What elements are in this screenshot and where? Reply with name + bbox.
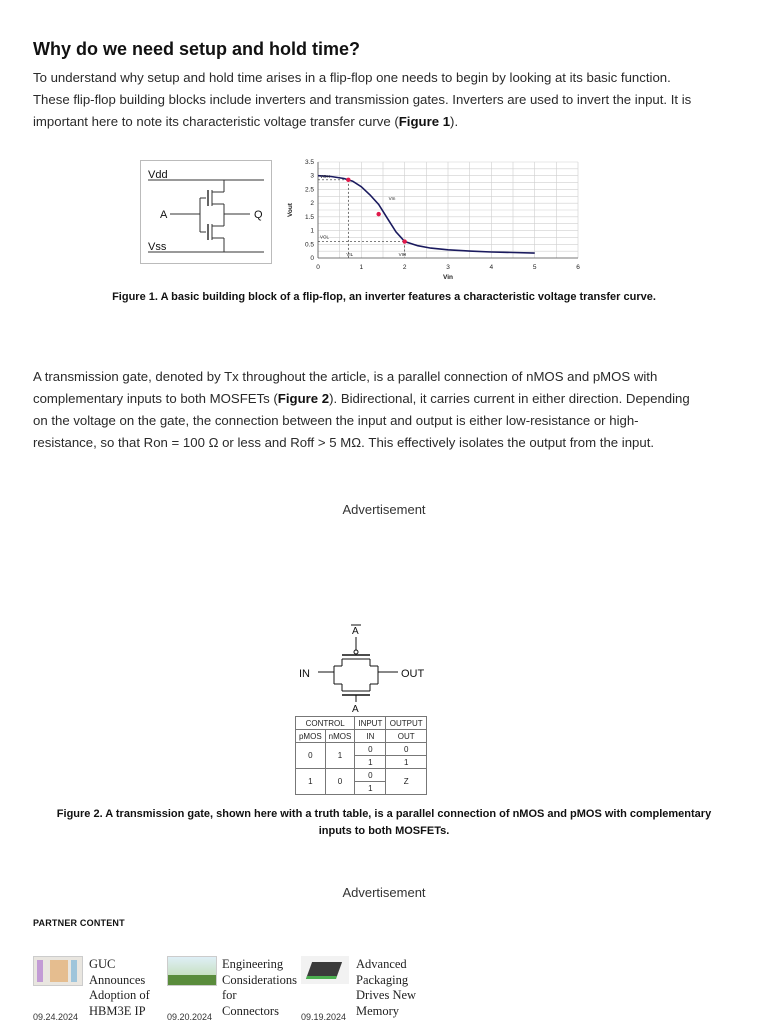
tt-cell: 0	[296, 743, 326, 769]
partner-card-3-date: 09.19.2024	[301, 1012, 347, 1022]
annotation-label: VIL	[346, 252, 354, 257]
y-tick-label: 2	[310, 200, 314, 208]
y-tick-label: 0.5	[304, 241, 314, 249]
tt-cell: 0	[325, 769, 355, 795]
partner-content-label: PARTNER CONTENT	[33, 918, 125, 928]
truth-table	[295, 716, 427, 795]
y-tick-label: 3	[310, 172, 314, 180]
y-tick-label: 1.5	[304, 213, 314, 221]
voltage-transfer-chart	[282, 158, 594, 286]
transmission-gate-schematic	[294, 622, 434, 714]
output-label: Q	[254, 209, 263, 221]
curve-point	[402, 239, 406, 243]
advertisement-label: Advertisement	[342, 502, 426, 517]
tt-header-input: INPUT	[355, 717, 386, 730]
tx-in-label: IN	[299, 668, 310, 680]
x-tick-label: 4	[489, 264, 494, 271]
annotation-label: Vm	[388, 196, 396, 202]
input-label: A	[160, 209, 168, 221]
tt-cell: 1	[386, 756, 427, 769]
partner-card-2-date: 09.20.2024	[167, 1012, 213, 1022]
intro-text-end: ).	[450, 114, 459, 129]
x-tick-label: 0	[316, 264, 320, 271]
inverter-schematic	[140, 160, 272, 264]
intro-text: To understand why setup and hold time arises in a flip-flop one needs to begin by looking at its basic function. These flip-flop building blocks include inverters and transmission gates. Inverters are used to invert the input. It is important here to note its characteristic voltage transfer curve (	[33, 70, 692, 129]
partner-card-2-thumbnail[interactable]	[167, 956, 217, 986]
y-tick-label: 3.5	[304, 159, 314, 166]
tx-out-label: OUT	[401, 668, 425, 680]
x-tick-label: 3	[446, 264, 450, 271]
x-tick-label: 5	[532, 264, 537, 271]
y-tick-label: 1	[310, 227, 314, 235]
vdd-label: Vdd	[148, 169, 168, 181]
ctrl-bottom-label: A	[352, 704, 359, 715]
x-tick-label: 2	[402, 264, 407, 271]
y-tick-label: 0	[310, 255, 314, 262]
tt-header-output: OUTPUT	[386, 717, 427, 730]
tt-cell: 0	[386, 743, 427, 756]
partner-card-3-title[interactable]: Advanced Packaging Drives New Memory	[356, 957, 417, 1018]
tt-header-control: CONTROL	[296, 717, 355, 730]
intro-paragraph	[33, 67, 697, 133]
partner-card-1-title[interactable]: GUC Announces Adoption of HBM3E IP	[89, 957, 150, 1018]
partner-card-3-thumbnail[interactable]	[301, 956, 349, 984]
tt-sub-pmos: pMOS	[296, 730, 326, 743]
tt-cell: 1	[355, 756, 386, 769]
tt-sub-out: OUT	[386, 730, 427, 743]
partner-card-1-date: 09.24.2024	[33, 1012, 79, 1022]
y-axis-label: Vout	[287, 203, 294, 217]
tt-sub-in: IN	[355, 730, 386, 743]
ctrl-top-label: A	[352, 626, 359, 637]
curve-point	[376, 212, 380, 216]
vss-label: Vss	[148, 241, 167, 253]
tt-cell: 1	[325, 743, 355, 769]
figure1-caption: Figure 1. A basic building block of a flip-flop, an inverter features a characteristic voltage transfer curve.	[112, 291, 656, 303]
article-heading: Why do we need setup and hold time?	[33, 39, 361, 59]
para2-text: A transmission gate, denoted by Tx throughout the article, is a parallel connection of nMOS and pMOS with complementary inputs to both MOSFETs (	[33, 369, 658, 406]
curve-point	[346, 178, 350, 182]
tt-cell: 1	[355, 782, 386, 795]
x-axis-label: Vin	[443, 274, 453, 281]
figure1-link[interactable]: Figure 1	[398, 114, 451, 129]
tt-cell: 0	[355, 743, 386, 756]
advertisement-label: Advertisement	[342, 885, 426, 900]
tt-cell: 0	[355, 769, 386, 782]
annotation-label: VOH	[320, 173, 330, 179]
para2-text-end: ). Bidirectional, it carries current in either direction. Depending on the voltage on the gate, the connection between the input and output is either low-resistance or high-resistance, so that Ron = 100 Ω or less and Roff > 5 MΩ. This effectively isolates the output from the input.	[33, 391, 690, 450]
tt-cell: Z	[386, 769, 427, 795]
tt-sub-nmos: nMOS	[325, 730, 355, 743]
annotation-label: VOL	[320, 234, 330, 240]
y-tick-label: 2.5	[304, 186, 314, 194]
partner-card-1-thumbnail[interactable]	[33, 956, 83, 986]
x-tick-label: 6	[576, 264, 580, 271]
transmission-gate-paragraph	[33, 366, 697, 454]
x-tick-label: 1	[359, 264, 364, 271]
annotation-label: VIH	[398, 252, 407, 257]
tt-cell: 1	[296, 769, 326, 795]
figure2-caption: Figure 2. A transmission gate, shown here with a truth table, is a parallel connection of nMOS and pMOS with complementary inputs to both MOSFETs.	[56, 808, 712, 837]
figure2-link[interactable]: Figure 2	[277, 391, 330, 406]
partner-card-2-title[interactable]: Engineering Considerations for Connectors	[222, 957, 297, 1018]
